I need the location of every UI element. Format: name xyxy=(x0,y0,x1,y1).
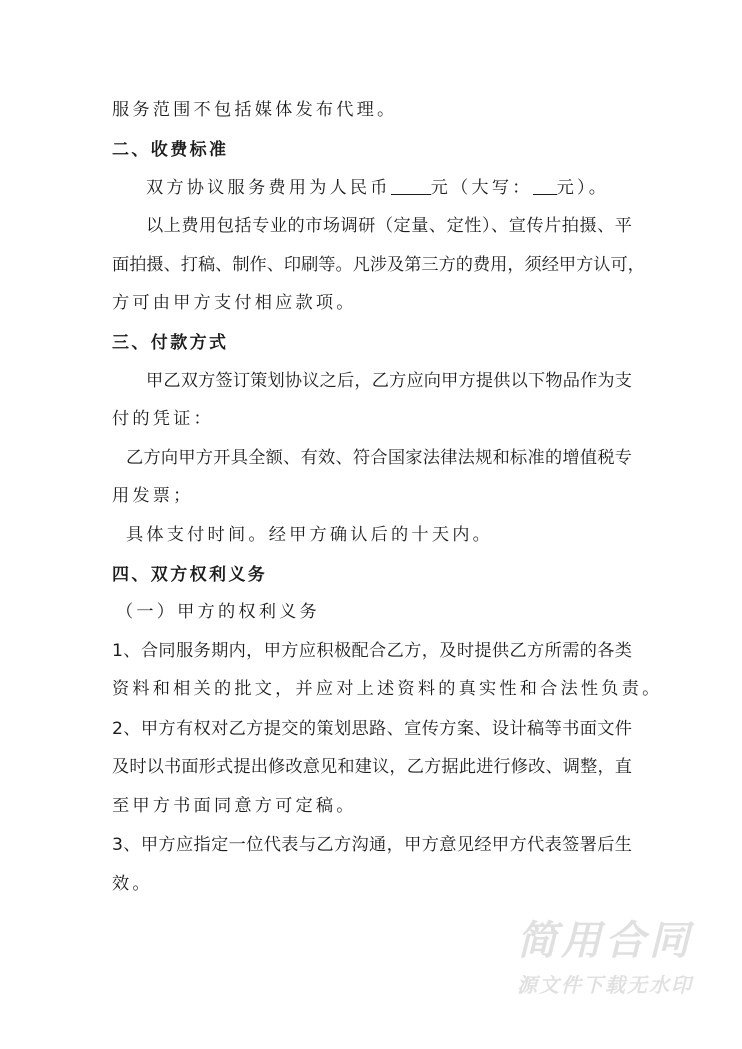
fee-amount-line xyxy=(146,169,632,207)
clause-2-line: 2、甲方有权对乙方提交的策划思路、宣传方案、设计稿等书面文件 xyxy=(112,719,632,739)
clause-2-line: 至甲方书面同意方可定稿。 xyxy=(112,796,357,816)
paragraph-line: 具体支付时间。经甲方确认后的十天内。 xyxy=(126,525,493,545)
watermark xyxy=(510,918,700,1000)
paragraph-line: 面拍摄、打稿、制作、印刷等。凡涉及第三方的费用，须经甲方认可， xyxy=(112,255,645,275)
fee-amount-words-blank xyxy=(533,174,557,195)
paragraph-line: 以上费用包括专业的市场调研（定量、定性）、宣传片拍摄、平 xyxy=(146,216,632,236)
paragraph-line: 方可由甲方支付相应款项。 xyxy=(112,293,357,313)
fee-amount-blank xyxy=(391,174,431,195)
paragraph-line: 乙方向甲方开具全额、有效、符合国家法律法规和标准的增值税专 xyxy=(126,448,632,468)
clause-2-line: 及时以书面形式提出修改意见和建议，乙方据此进行修改、调整，直 xyxy=(112,757,632,777)
section-heading-fees: 二、收费标准 xyxy=(112,140,229,160)
paragraph-line: 付的凭证： xyxy=(112,409,214,429)
fee-text-prefix: 双方协议服务费用为人民币 xyxy=(146,178,391,198)
subsection-heading-party-a: （一）甲方的权利义务 xyxy=(116,602,320,622)
section-heading-rights: 四、双方权利义务 xyxy=(112,565,268,585)
fee-text-mid: 元（大写： xyxy=(430,178,533,198)
fee-text-suffix: 元）。 xyxy=(556,178,610,198)
watermark-subtitle: 源文件下载无水印 xyxy=(517,973,693,997)
clause-1-line: 资料和相关的批文，并应对上述资料的真实性和合法性负责。 xyxy=(112,679,663,699)
clause-1-line: 1、合同服务期内，甲方应积极配合乙方，及时提供乙方所需的各类 xyxy=(112,641,632,661)
paragraph-line: 甲乙双方签订策划协议之后，乙方应向甲方提供以下物品作为支 xyxy=(146,371,632,391)
section-heading-payment: 三、付款方式 xyxy=(112,333,229,353)
clause-3-line: 效。 xyxy=(112,874,153,894)
paragraph-line: 服务范围不包括媒体发布代理。 xyxy=(112,100,398,120)
paragraph-line: 用发票； xyxy=(112,486,194,506)
watermark-title: 简用合同 xyxy=(517,918,693,964)
clause-3-line: 3、甲方应指定一位代表与乙方沟通，甲方意见经甲方代表签署后生 xyxy=(112,835,632,855)
